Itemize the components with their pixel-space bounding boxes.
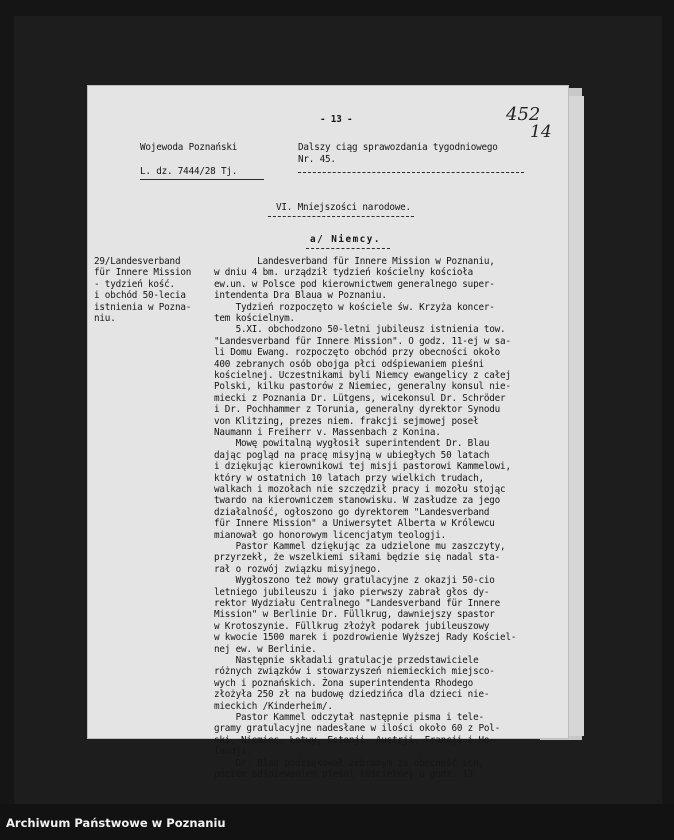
body-line: poczem odśpiewaniem pieśni kościelnej o godz. 13.: [214, 769, 479, 780]
handwritten-number: 452: [506, 104, 541, 125]
section-heading-rule: [268, 216, 414, 217]
margin-note-line: für Innere Mission: [94, 267, 192, 279]
body-line: walkach i mozołach nie szczędził pracy i mozołu stojąc: [214, 484, 506, 495]
body-line: letniego jubileuszu i jako pierwszy zabrał głos dy-: [214, 586, 490, 598]
body-line: gramy gratulacyjne nadesłane w ilości około 60 z Pol-: [214, 723, 501, 735]
header-left-rule: [140, 179, 264, 180]
body-line: mieckich /Kinderheim/.: [214, 700, 333, 712]
body-line: wych i poznańskich. Żona superintendenta Rhodego: [214, 677, 474, 689]
margin-note-line: - tydzień kość.: [94, 278, 175, 290]
body-line: ski, Niemiec, Łotwy, Estonji, Austrji, Francji i Ho-: [214, 734, 495, 746]
body-line: twardo na kierowniczem stanowisku. W zasłudze za jego: [214, 495, 501, 507]
body-line: rektor Wydziału Centralnego "Landesverband für Innere: [214, 598, 501, 609]
body-line: działalność, ogłoszono go dyrektorem "Landesverband: [214, 506, 490, 518]
body-line: ew.un. w Polsce pod kierownictwem generalnego super-: [214, 278, 495, 290]
header-right-number: Nr. 45.: [298, 154, 336, 165]
header-left-title: Wojewoda Poznański: [140, 142, 238, 153]
body-line: Naumann i Freiherr v. Massenbach z Konina.: [214, 427, 441, 438]
body-line: w kwocie 1500 marek i pozdrowienie Wyższej Rady Kościel-: [214, 632, 517, 644]
body-line: różnych związków i stowarzyszeń niemieckich miejsco-: [214, 666, 495, 678]
body-line: Następnie składali gratulacje przedstawiciele: [214, 655, 479, 666]
body-line: nej ew. w Berlinie.: [214, 643, 317, 655]
body-line: w Krotoszynie. Füllkrug złożył podarek jubileuszowy: [214, 620, 490, 632]
body-line: Dr. Blau podziękował zebranym za obecność ich,: [214, 757, 484, 769]
margin-note-line: 29/Landesverband: [94, 256, 181, 267]
body-line: von Klitzing, prezes niem. frakcji sejmowej poseł: [214, 415, 479, 427]
body-line: Tydzień rozpoczęto w kościele św. Krzyża koncer-: [214, 301, 495, 313]
body-line: 400 zebranych osób obojga płci odśpiewaniem pieśni: [214, 358, 484, 370]
body-line: Landesverband für Innere Mission w Poznaniu,: [214, 256, 495, 267]
body-line: kościelnej. Uczestnikami byli Niemcy ewangelicy z całej: [214, 370, 511, 381]
body-line: który w ostatnich 10 latach przy wielkich trudach,: [214, 472, 484, 484]
section-subheading: a/ Niemcy.: [310, 234, 381, 245]
archive-footer: [0, 804, 674, 840]
body-line: li Domu Ewang. rozpoczęto obchód przy obecności około: [214, 347, 501, 359]
body-line: Wygłoszono też mowy gratulacyjne z okazji 50-cio: [214, 575, 495, 587]
body-line: dając pogląd na pracę misyjną w ubiegłych 50 latach: [214, 449, 490, 461]
body-line: w dniu 4 bm. urządził tydzień kościelny kościoła: [214, 267, 474, 279]
body-line: Polski, kilku pastorów z Niemiec, generalny konsul nie-: [214, 381, 511, 393]
header-right-rule: [298, 172, 524, 173]
section-subheading-rule: [306, 248, 390, 249]
body-line: złożyła 250 zł na budowę dziedzińca dla dzieci nie-: [214, 689, 490, 701]
section-heading: VI. Mniejszości narodowe.: [276, 202, 411, 213]
body-line: Pastor Kammel odczytał następnie pisma i tele-: [214, 712, 484, 723]
archive-label: Archiwum Państwowe w Poznaniu: [6, 816, 226, 830]
handwritten-number: 14: [530, 122, 552, 142]
body-line: 5.XI. obchodzono 50-letni jubileusz istnienia tow.: [214, 324, 506, 336]
body-line: mianował go honorowym licencjatym teologji.: [214, 529, 447, 541]
document-page: [88, 86, 568, 780]
header-right-title: Dalszy ciąg sprawozdania tygodniowego: [298, 142, 498, 153]
body-line: Mission" w Berlinie Dr. Füllkrug, dawniejszy spastor: [214, 609, 495, 621]
body-line: Mowę powitalną wygłosił superintendent Dr. Blau: [214, 438, 490, 450]
body-line: tem kościelnym.: [214, 313, 295, 324]
body-line: i Dr. Pochhammer z Torunia, generalny dyrektor Synodu: [214, 404, 501, 416]
page-number: - 13 -: [320, 114, 353, 125]
body-line: rał o rozwój związku misyjnego.: [214, 563, 382, 575]
body-line: intendenta Dra Blaua w Poznaniu.: [214, 290, 387, 302]
body-line: für Innere Mission" a Uniwersytet Alberta w Królewcu: [214, 518, 495, 530]
body-line: Pastor Kammel dziękując za udzielone mu zaszczyty,: [214, 541, 506, 552]
margin-note-line: niu.: [94, 313, 116, 324]
body-line: miecki z Poznania Dr. Lütgens, wicekonsul Dr. Schröder: [214, 392, 506, 404]
header-left-ref: L. dz. 7444/28 Tj.: [140, 166, 238, 177]
margin-note-line: i obchód 50-lecia: [94, 290, 186, 302]
body-line: przyrzekł, że wszelkiemi siłami będzie się nadal sta-: [214, 552, 501, 564]
body-line: i dziękując kierownikowi tej misji pastorowi Kammelowi,: [214, 461, 511, 473]
body-line: "Landesverband für Innere Mission". O godz. 11-ej w sa-: [214, 335, 511, 347]
body-line: landji.: [214, 746, 252, 758]
margin-note-line: istnienia w Pozna-: [94, 301, 192, 313]
